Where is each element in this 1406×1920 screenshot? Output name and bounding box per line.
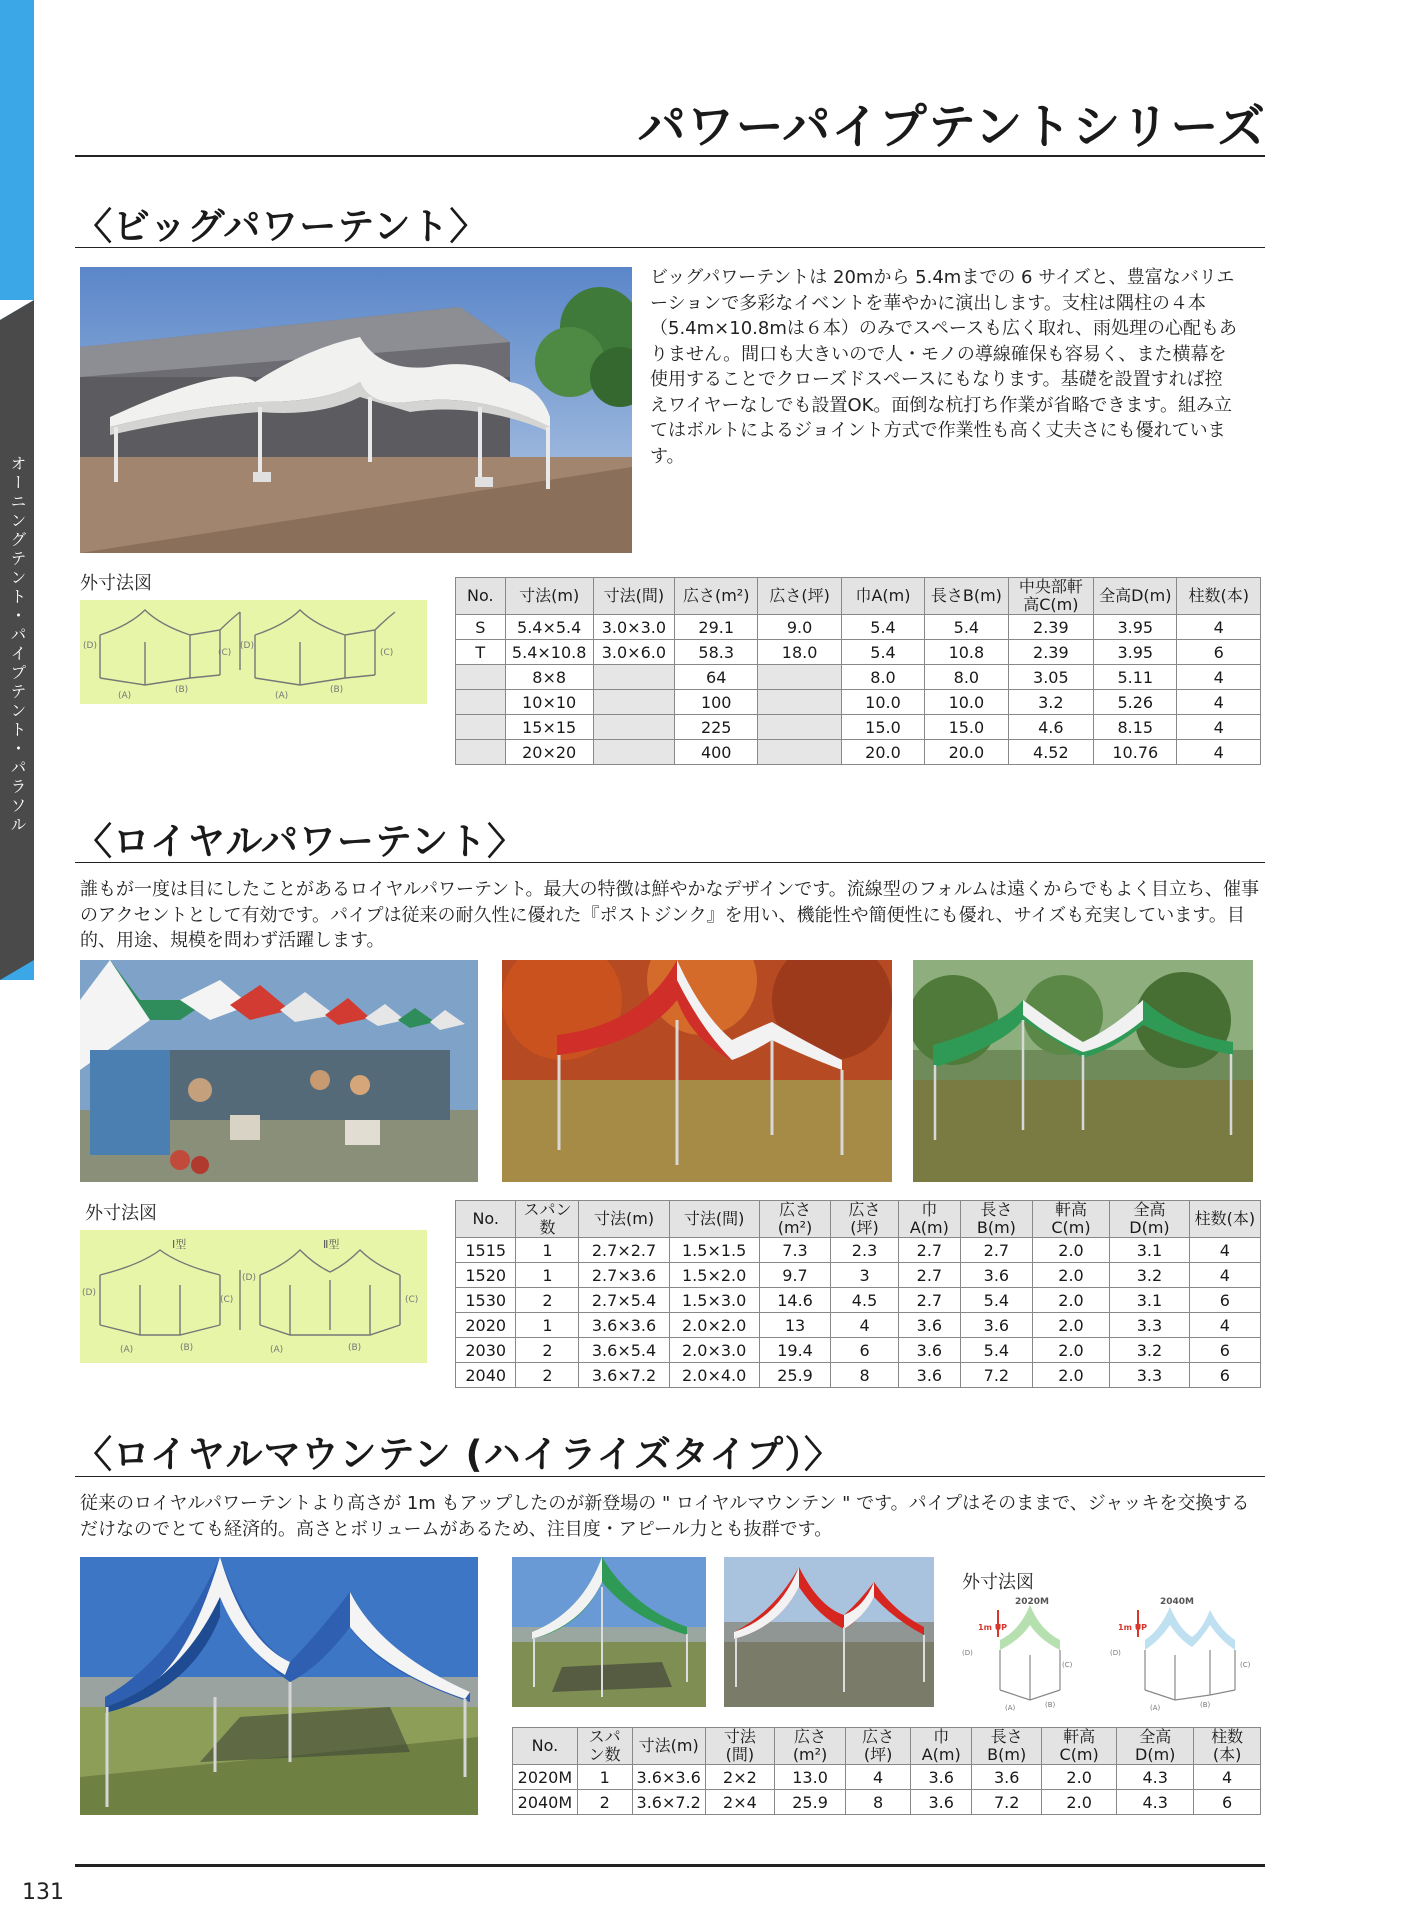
table-cell: [456, 740, 506, 765]
table-cell: 25.9: [759, 1363, 831, 1388]
table-header: 長さB(m): [972, 1728, 1042, 1765]
mountain-diagram-dim-a2: (A): [1150, 1704, 1161, 1712]
table-cell: 20.0: [841, 740, 924, 765]
table-header: 広さ(m²): [774, 1728, 845, 1765]
table-cell: 1: [516, 1238, 579, 1263]
royal-tent-photo-red: [502, 960, 892, 1182]
royal-diagram-dim-c2: (C): [405, 1295, 419, 1305]
table-cell: 2: [577, 1790, 632, 1815]
table-cell: 7.2: [961, 1363, 1033, 1388]
page-title: パワーパイプテントシリーズ: [637, 99, 1266, 155]
table-cell: 25.9: [774, 1790, 845, 1815]
table-cell: 4: [1189, 1263, 1260, 1288]
table-cell: 6: [831, 1338, 898, 1363]
table-header: 柱数(本): [1177, 578, 1261, 615]
mountain-diagram-model-1: 2020M: [1015, 1597, 1050, 1607]
mountain-diagram-dim-c2: (C): [1240, 1661, 1251, 1669]
mountain-diagram-dim-d2: (D): [1110, 1649, 1121, 1657]
table-cell: 3.6×7.2: [632, 1790, 705, 1815]
table-header: 軒高C(m): [1042, 1728, 1117, 1765]
table-cell: 4: [1194, 1765, 1261, 1790]
table-cell: 2.0×3.0: [669, 1338, 759, 1363]
table-header: 巾A(m): [841, 578, 924, 615]
table-row: [456, 1288, 1261, 1313]
royal-diagram-type-1: Ⅰ型: [172, 1238, 187, 1251]
table-cell: 58.3: [675, 640, 758, 665]
table-cell: 4.3: [1117, 1765, 1194, 1790]
section-title-royal: 〈ロイヤルパワーテント〉: [75, 820, 526, 863]
table-header: 全高D(m): [1110, 1201, 1189, 1238]
big-diagram-dim-b2: (B): [330, 685, 344, 695]
table-cell: 2.0: [1032, 1313, 1109, 1338]
table-cell: 3.6: [961, 1263, 1033, 1288]
table-cell: 3.05: [1008, 665, 1094, 690]
table-cell: 1530: [456, 1288, 516, 1313]
table-cell: [593, 740, 674, 765]
table-cell: 6: [1189, 1338, 1260, 1363]
table-cell: [456, 690, 506, 715]
table-cell: 6: [1177, 640, 1261, 665]
table-cell: 7.2: [972, 1790, 1042, 1815]
table-cell: 10×10: [505, 690, 593, 715]
table-cell: 1: [516, 1263, 579, 1288]
section-title-mountain: 〈ロイヤルマウンテン (ハイライズタイプ）〉: [75, 1433, 843, 1476]
table-cell: 2040M: [513, 1790, 578, 1815]
mountain-diagram-dim-b2: (B): [1200, 1701, 1211, 1709]
table-cell: 13: [759, 1313, 831, 1338]
table-cell: 2.0: [1042, 1790, 1117, 1815]
royal-diagram-type-2: Ⅱ型: [323, 1238, 340, 1251]
table-header: 寸法(m): [579, 1201, 669, 1238]
table-header: 寸法(間): [705, 1728, 774, 1765]
table-cell: 10.0: [925, 690, 1008, 715]
mountain-diagram-up-2: 1m UP: [1118, 1623, 1148, 1632]
table-cell: 2.7×2.7: [579, 1238, 669, 1263]
royal-diagram-dim-a: (A): [120, 1345, 134, 1355]
table-row: [513, 1765, 1261, 1790]
table-cell: 225: [675, 715, 758, 740]
mountain-diagram-dim-b: (B): [1045, 1701, 1056, 1709]
table-row: [456, 740, 1261, 765]
royal-diagram-dim-a2: (A): [270, 1345, 284, 1355]
table-cell: 2.7: [898, 1288, 960, 1313]
table-cell: 2.39: [1008, 615, 1094, 640]
table-cell: 2.0: [1032, 1238, 1109, 1263]
table-row: [456, 715, 1261, 740]
table-cell: 5.4: [841, 640, 924, 665]
table-cell: 2040: [456, 1363, 516, 1388]
table-cell: 400: [675, 740, 758, 765]
mountain-tent-photo-red: [724, 1557, 934, 1707]
table-cell: 4: [1177, 615, 1261, 640]
mountain-tent-photo-green: [512, 1557, 706, 1707]
table-cell: 2: [516, 1338, 579, 1363]
table-cell: 5.26: [1094, 690, 1177, 715]
table-row: [456, 1363, 1261, 1388]
table-cell: 3.1: [1110, 1288, 1189, 1313]
table-cell: 5.4: [961, 1338, 1033, 1363]
table-cell: 2.0: [1032, 1288, 1109, 1313]
big-diagram-dim-c: (C): [218, 648, 232, 658]
table-row: [456, 1313, 1261, 1338]
table-cell: 2.7: [961, 1238, 1033, 1263]
table-header: No.: [513, 1728, 578, 1765]
table-cell: 18.0: [758, 640, 841, 665]
table-header: 柱数(本): [1194, 1728, 1261, 1765]
table-cell: 15.0: [841, 715, 924, 740]
royal-tent-photo-green: [913, 960, 1253, 1182]
table-cell: 3.0×3.0: [593, 615, 674, 640]
table-cell: 2.7×3.6: [579, 1263, 669, 1288]
table-cell: 3.6: [898, 1338, 960, 1363]
table-cell: 2.0: [1032, 1263, 1109, 1288]
table-cell: 100: [675, 690, 758, 715]
table-row: [456, 1263, 1261, 1288]
table-cell: 5.4×10.8: [505, 640, 593, 665]
table-row: [456, 665, 1261, 690]
table-cell: 4.6: [1008, 715, 1094, 740]
table-cell: 1.5×2.0: [669, 1263, 759, 1288]
big-diagram-dim-d2: (D): [240, 641, 254, 651]
table-cell: 3.3: [1110, 1363, 1189, 1388]
mountain-diagram-dim-c: (C): [1062, 1661, 1073, 1669]
big-tent-photo: [80, 267, 632, 553]
section-rule-mountain: [75, 1476, 1265, 1477]
royal-diagram-dim-c: (C): [220, 1295, 234, 1305]
table-header: 軒高C(m): [1032, 1201, 1109, 1238]
table-cell: 2.0: [1042, 1765, 1117, 1790]
table-cell: 2.0×4.0: [669, 1363, 759, 1388]
mountain-tent-photo-blue: [80, 1557, 478, 1815]
side-tab-label: オーニングテント・パイプテント・パラソル: [8, 455, 27, 835]
table-cell: 2020: [456, 1313, 516, 1338]
big-diagram-dim-c2: (C): [380, 648, 394, 658]
table-cell: 10.0: [841, 690, 924, 715]
table-cell: 4: [1177, 690, 1261, 715]
table-cell: 3: [831, 1263, 898, 1288]
table-cell: 19.4: [759, 1338, 831, 1363]
table-cell: 2: [516, 1288, 579, 1313]
big-diagram-dim-d: (D): [83, 641, 97, 651]
mountain-diagram-model-2: 2040M: [1160, 1597, 1195, 1607]
royal-description: 誰もが一度は目にしたことがあるロイヤルパワーテント。最大の特徴は鮮やかなデザインです。流線型のフォルムは遠くからでもよく目立ち、催事のアクセントとして有効です。パイプは従来の耐久性に優れた『ポストジンク』を用い、機能性や簡便性にも優れ、サイズも充実しています。目的、用途、規模を問わず活躍します。: [80, 879, 1259, 951]
table-cell: 4.52: [1008, 740, 1094, 765]
table-cell: 3.6×5.4: [579, 1338, 669, 1363]
table-header: 長さB(m): [961, 1201, 1033, 1238]
table-header: 広さ(m²): [759, 1201, 831, 1238]
table-cell: 2030: [456, 1338, 516, 1363]
mountain-diagram-label: 外寸法図: [962, 1572, 1034, 1593]
table-cell: 6: [1189, 1363, 1260, 1388]
table-cell: 3.6: [898, 1363, 960, 1388]
table-header: No.: [456, 578, 506, 615]
table-cell: 8.15: [1094, 715, 1177, 740]
mountain-diagram-up-1: 1m UP: [978, 1623, 1008, 1632]
table-cell: 29.1: [675, 615, 758, 640]
section-title-big: 〈ビッグパワーテント〉: [75, 205, 488, 248]
table-cell: 3.6: [911, 1765, 972, 1790]
table-cell: 3.6×3.6: [632, 1765, 705, 1790]
table-header: 寸法(間): [593, 578, 674, 615]
table-header: 寸法(間): [669, 1201, 759, 1238]
table-cell: 10.76: [1094, 740, 1177, 765]
table-cell: 1: [577, 1765, 632, 1790]
table-cell: [758, 740, 841, 765]
table-cell: 8.0: [841, 665, 924, 690]
table-cell: 2.0: [1032, 1338, 1109, 1363]
section-rule-big: [75, 247, 1265, 248]
table-header: 広さ(坪): [846, 1728, 911, 1765]
table-cell: 3.6: [972, 1765, 1042, 1790]
big-diagram-label: 外寸法図: [80, 573, 152, 594]
table-cell: [593, 690, 674, 715]
table-cell: 5.4: [841, 615, 924, 640]
table-header-row: [513, 1728, 1261, 1765]
section-rule-royal: [75, 862, 1265, 863]
table-header: スパン数: [516, 1201, 579, 1238]
table-header: 巾A(m): [911, 1728, 972, 1765]
table-cell: 9.0: [758, 615, 841, 640]
table-row: [456, 1238, 1261, 1263]
table-header: 広さ(坪): [831, 1201, 898, 1238]
table-header: 巾A(m): [898, 1201, 960, 1238]
table-cell: 9.7: [759, 1263, 831, 1288]
table-cell: 2.0: [1032, 1363, 1109, 1388]
title-rule: [75, 155, 1265, 157]
mountain-diagram-dim-d: (D): [962, 1649, 973, 1657]
table-cell: 2.7×5.4: [579, 1288, 669, 1313]
side-band-accent: [0, 0, 34, 300]
page-number: 131: [22, 1880, 64, 1905]
table-cell: 1520: [456, 1263, 516, 1288]
table-cell: 3.2: [1008, 690, 1094, 715]
table-cell: 8.0: [925, 665, 1008, 690]
table-header: 中央部軒高C(m): [1008, 578, 1094, 615]
table-row: [513, 1790, 1261, 1815]
table-cell: 3.6: [911, 1790, 972, 1815]
table-cell: [593, 715, 674, 740]
table-header: 柱数(本): [1189, 1201, 1260, 1238]
mountain-dimension-diagram: [960, 1595, 1260, 1713]
table-cell: 1: [516, 1313, 579, 1338]
table-cell: [456, 715, 506, 740]
table-header: 全高D(m): [1094, 578, 1177, 615]
table-cell: 3.6: [898, 1313, 960, 1338]
table-cell: 2.0×2.0: [669, 1313, 759, 1338]
table-cell: 8: [831, 1363, 898, 1388]
big-diagram-dim-a2: (A): [275, 691, 289, 701]
table-cell: 2020M: [513, 1765, 578, 1790]
table-cell: 5.4: [925, 615, 1008, 640]
table-cell: 10.8: [925, 640, 1008, 665]
table-cell: 3.1: [1110, 1238, 1189, 1263]
table-cell: 2.7: [898, 1238, 960, 1263]
table-cell: 6: [1194, 1790, 1261, 1815]
table-cell: 3.0×6.0: [593, 640, 674, 665]
table-cell: 64: [675, 665, 758, 690]
mountain-description: 従来のロイヤルパワーテントより高さが 1m もアップしたのが新登場の " ロイヤルマウンテン " です。パイプはそのままで、ジャッキを交換するだけなのでとても経済的。高さとボリュームがあるため、注目度・アピール力とも抜群です。: [80, 1493, 1250, 1540]
table-cell: 4: [1189, 1238, 1260, 1263]
table-cell: 1515: [456, 1238, 516, 1263]
royal-diagram-dim-b2: (B): [348, 1343, 362, 1353]
table-header: 全高D(m): [1117, 1728, 1194, 1765]
table-header: 広さ(m²): [675, 578, 758, 615]
table-header: 寸法(m): [505, 578, 593, 615]
big-diagram-dim-a: (A): [118, 691, 132, 701]
table-cell: [456, 665, 506, 690]
royal-tent-photo-market: [80, 960, 478, 1182]
table-cell: 2: [516, 1363, 579, 1388]
table-header: スパン数: [577, 1728, 632, 1765]
table-cell: 4: [1177, 665, 1261, 690]
table-cell: 3.2: [1110, 1338, 1189, 1363]
table-cell: 4: [1177, 715, 1261, 740]
table-header-row: [456, 1201, 1261, 1238]
table-cell: [758, 665, 841, 690]
table-cell: 3.6×7.2: [579, 1363, 669, 1388]
table-header: No.: [456, 1201, 516, 1238]
footer-rule: [75, 1864, 1265, 1867]
table-cell: 1.5×1.5: [669, 1238, 759, 1263]
table-cell: 4.3: [1117, 1790, 1194, 1815]
table-cell: 2×2: [705, 1765, 774, 1790]
table-cell: 3.95: [1094, 640, 1177, 665]
table-cell: 2.3: [831, 1238, 898, 1263]
table-row: [456, 640, 1261, 665]
table-cell: 15.0: [925, 715, 1008, 740]
table-cell: 1.5×3.0: [669, 1288, 759, 1313]
table-cell: 5.11: [1094, 665, 1177, 690]
table-cell: [593, 665, 674, 690]
table-header-row: [456, 578, 1261, 615]
table-cell: 20.0: [925, 740, 1008, 765]
table-cell: 15×15: [505, 715, 593, 740]
table-cell: T: [456, 640, 506, 665]
table-cell: 2×4: [705, 1790, 774, 1815]
table-cell: 2.7: [898, 1263, 960, 1288]
table-cell: 14.6: [759, 1288, 831, 1313]
royal-diagram-label: 外寸法図: [85, 1203, 157, 1224]
royal-diagram-dim-d2: (D): [242, 1273, 256, 1283]
table-cell: 3.95: [1094, 615, 1177, 640]
royal-spec-table: [455, 1200, 1261, 1388]
table-cell: 6: [1189, 1288, 1260, 1313]
table-header: 長さB(m): [925, 578, 1008, 615]
table-cell: 3.2: [1110, 1263, 1189, 1288]
royal-diagram-dim-b: (B): [180, 1343, 194, 1353]
big-spec-table: [455, 577, 1261, 765]
table-cell: 4: [1189, 1313, 1260, 1338]
table-row: [456, 615, 1261, 640]
table-cell: 3.6: [961, 1313, 1033, 1338]
table-cell: 5.4×5.4: [505, 615, 593, 640]
table-cell: 4: [831, 1313, 898, 1338]
table-cell: 20×20: [505, 740, 593, 765]
table-cell: 3.6×3.6: [579, 1313, 669, 1338]
table-cell: [758, 690, 841, 715]
table-cell: 8: [846, 1790, 911, 1815]
table-cell: 2.39: [1008, 640, 1094, 665]
table-row: [456, 1338, 1261, 1363]
table-cell: 5.4: [961, 1288, 1033, 1313]
big-dimension-diagram: [80, 600, 427, 704]
royal-diagram-dim-d: (D): [82, 1288, 96, 1298]
big-diagram-dim-b: (B): [175, 685, 189, 695]
table-cell: 7.3: [759, 1238, 831, 1263]
big-description: ビッグパワーテントは 20mから 5.4mまでの 6 サイズと、豊富なバリエーションで多彩なイベントを華やかに演出します。支柱は隅柱の４本（5.4m×10.8mは６本）のみでスペースも広く取れ、雨処理の心配もありません。間口も大きいので人・モノの導線確保も容易く、また横幕を使用することでクローズドスペースにもなります。基礎を設置すれば控えワイヤーなしでも設置OK。面倒な杭打ち作業が省略できます。組み立てはボルトによるジョイント方式で作業性も高く丈夫さにも優れています。: [650, 267, 1238, 467]
table-header: 広さ(坪): [758, 578, 841, 615]
table-cell: 13.0: [774, 1765, 845, 1790]
table-cell: 8×8: [505, 665, 593, 690]
table-cell: 4: [846, 1765, 911, 1790]
table-row: [456, 690, 1261, 715]
table-cell: 4.5: [831, 1288, 898, 1313]
mountain-diagram-dim-a: (A): [1005, 1704, 1016, 1712]
table-cell: 4: [1177, 740, 1261, 765]
table-cell: S: [456, 615, 506, 640]
table-cell: [758, 715, 841, 740]
mountain-spec-table: [512, 1727, 1261, 1815]
royal-dimension-diagram: [80, 1230, 427, 1363]
table-header: 寸法(m): [632, 1728, 705, 1765]
table-cell: 3.3: [1110, 1313, 1189, 1338]
